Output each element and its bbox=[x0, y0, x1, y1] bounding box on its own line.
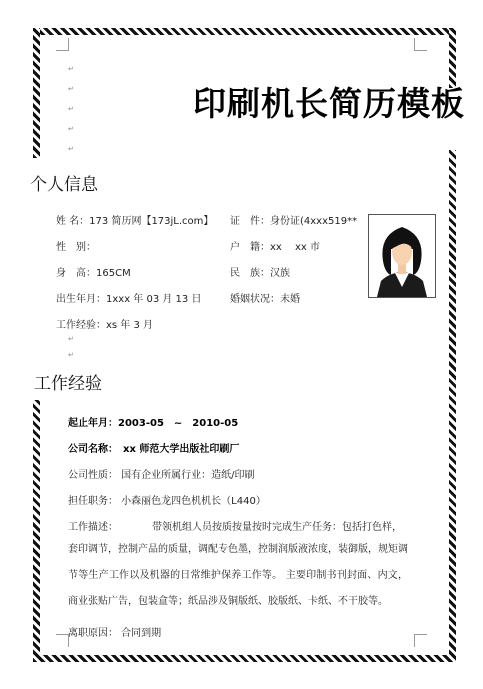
work-company: 公司名称： xx 师范大学出版社印刷厂 bbox=[68, 444, 240, 455]
crop-mark-bottom-right bbox=[414, 634, 427, 647]
work-leave-reason: 离职原因： 合同到期 bbox=[68, 628, 162, 639]
page-title: 印刷机长简历模板 bbox=[193, 84, 465, 123]
work-desc-first-line: 带领机组人员按质按量按时完成生产任务：包括打色样， bbox=[152, 522, 402, 533]
work-desc-label: 工作描述： bbox=[68, 522, 118, 533]
section-heading-personal: 个人信息 bbox=[30, 175, 98, 195]
avatar bbox=[368, 214, 436, 298]
paragraph-mark: ↵ bbox=[68, 145, 74, 153]
avatar-illustration-icon bbox=[369, 215, 435, 297]
work-position: 担任职务： 小森丽色龙四色机机长（L440） bbox=[68, 496, 266, 507]
field-experience: 工作经验：xs 年 3 月 bbox=[56, 320, 154, 331]
field-ethnic: 民 族：汉族 bbox=[230, 268, 290, 279]
crop-mark-top-right bbox=[414, 38, 427, 51]
work-period: 起止年月：2003-05 ~ 2010-05 bbox=[68, 418, 239, 429]
field-gender: 性 别： bbox=[56, 242, 96, 253]
work-nature: 公司性质： 国有企业所属行业：造纸/印刷 bbox=[68, 470, 255, 481]
paragraph-mark: ↵ bbox=[68, 105, 74, 113]
paragraph-mark: ↵ bbox=[68, 65, 74, 73]
border-right-lower bbox=[449, 150, 456, 662]
field-marital: 婚姻状况：未婚 bbox=[230, 294, 300, 305]
border-top bbox=[33, 28, 456, 35]
field-birth: 出生年月：1xxx 年 03 月 13 日 bbox=[56, 294, 202, 305]
field-height: 身 高：165CM bbox=[56, 268, 131, 279]
field-name: 姓 名：173 简历网【173jL.com】 bbox=[56, 216, 214, 227]
crop-mark-top-left bbox=[56, 38, 69, 51]
field-id: 证 件：身份证(4xxx519** bbox=[230, 216, 358, 227]
paragraph-mark: ↵ bbox=[68, 85, 74, 93]
section-heading-work: 工作经验 bbox=[34, 374, 102, 394]
paragraph-mark: ↵ bbox=[68, 335, 74, 343]
border-bottom bbox=[33, 655, 456, 662]
paragraph-mark: ↵ bbox=[68, 351, 74, 359]
border-left-upper bbox=[33, 28, 40, 158]
border-left-lower bbox=[33, 400, 40, 662]
work-description: 套印调节，控制产品的质量，调配专色墨，控制润版液浓度，装御版，规矩调节等生产工作以及机器的日常维护保养工作等。 主要印制书刊封面、内文，商业张贴广告，包装盒等；纸品涉及铜版纸、胶版纸、卡纸、不干胶等。 bbox=[68, 544, 408, 607]
field-hukou: 户 籍：xx xx 市 bbox=[230, 242, 321, 253]
paragraph-mark: ↵ bbox=[68, 125, 74, 133]
